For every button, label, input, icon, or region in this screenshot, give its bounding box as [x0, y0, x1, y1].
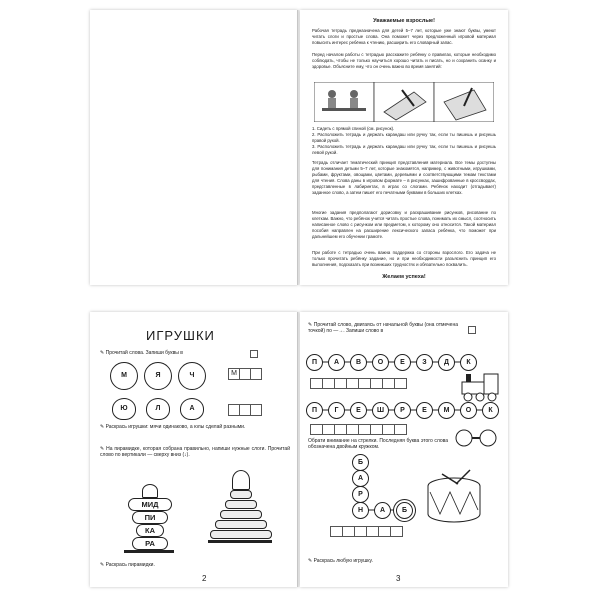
task-6-label: Раскрась любую игрушку. [313, 558, 373, 564]
pyramid-ring-blank[interactable] [210, 530, 272, 539]
letter-node-start[interactable] [306, 354, 323, 371]
answer-cell[interactable] [371, 424, 383, 435]
node-letter: А [333, 359, 340, 366]
pencil-icon: ✎ [308, 558, 314, 564]
syllable: МИД [141, 500, 159, 509]
ball-letter: Я [155, 372, 161, 379]
spinning-top[interactable] [146, 398, 170, 420]
letter-node[interactable] [394, 402, 411, 419]
intro-paragraph-5: При работе с тетрадью очень важна поддержка со стороны взрослого. Его задача не только прочитать ребёнку задание, но и при необходимости разъяснить принцип его выполнения, подсказать при возникших трудностях и обязательно похвалить. [312, 250, 496, 267]
top-letter: Ю [120, 405, 128, 412]
toys-page-left [90, 312, 298, 587]
letter-node[interactable] [372, 354, 389, 371]
ball[interactable] [110, 362, 138, 390]
answer-cell[interactable] [379, 526, 391, 537]
top-letter: А [189, 405, 195, 412]
answer-cell[interactable] [335, 378, 347, 389]
pyramid-ring[interactable] [128, 498, 172, 511]
node-letter: Е [422, 407, 427, 414]
syllable: ПИ [144, 513, 156, 522]
syllable: РА [145, 539, 155, 548]
pyramid-ring[interactable] [132, 537, 168, 550]
answer-cell[interactable] [371, 378, 383, 389]
answer-cell[interactable] [323, 378, 335, 389]
pyramid-ring-blank[interactable] [230, 490, 252, 499]
pyramid-top [142, 484, 158, 498]
pyramid-ring-blank[interactable] [220, 510, 262, 519]
intro-paragraph-3: Тетрадь отличает тематический принцип представления материала. Все темы доступны для понимания детьми 5–7 лет, которые знакомятся, например, с животными, игрушками, рыбами, фруктами, овощами, цветами, деревьями и соответствующими темам текстами для чтения. Слова даны в игровом формате – в рисунках, зашифрованные в кроссвордах, представленные в лабиринтах, в играх со слогами. Ребёнок находит (отгадывает) заданное слово, а затем пишет его печатными буквами в больших клетках. [312, 160, 496, 195]
answer-cell[interactable] [391, 526, 403, 537]
node-letter: З [422, 359, 427, 366]
letter-node[interactable] [416, 402, 433, 419]
ball-letter: М [121, 372, 127, 379]
answer-cell[interactable] [335, 424, 347, 435]
task-4-label: Прочитай слово, двигаясь от начальной буквы (она отмечена точкой) по —→. Запиши слово в [308, 322, 458, 334]
node-letter: Б [401, 507, 408, 514]
letter-node[interactable] [374, 502, 391, 519]
pyramid-base [124, 550, 174, 553]
node-letter: В [355, 359, 362, 366]
pencil-icon: ✎ [100, 562, 106, 568]
answer-cell[interactable] [310, 378, 323, 389]
answer-cell[interactable] [323, 424, 335, 435]
answer-cells-row-1 [228, 368, 262, 380]
task-1-label: Прочитай слова. Запиши буквы в [105, 350, 183, 356]
answer-cells-row-5 [330, 526, 403, 537]
letter-node[interactable] [438, 354, 455, 371]
task-1-text [100, 350, 250, 356]
posture-illustration [314, 82, 494, 122]
intro-paragraph-4: Многие задания предполагают дорисовку и раскрашивание рисунков, рисование по клеткам. Важно, что ребёнок учится читать простые слова, понимать их смысл, соотносить написанное слово с рисунком или предметом, к которому оно относится. Такой материал пособия направлен на расширение лексического запаса ребёнка, что поможет при дальнейшем его обучении грамоте. [312, 210, 496, 239]
node-letter: А [357, 475, 364, 482]
answer-cell[interactable] [310, 424, 323, 435]
node-letter: О [465, 407, 472, 414]
letter-node-start[interactable] [306, 402, 323, 419]
answer-cell-filled: М [228, 368, 240, 380]
task-5-text: Обрати внимание на стрелки. Последняя буква этого слова обозначена двойным кружком. [308, 438, 448, 450]
node-letter: Б [357, 459, 364, 466]
answer-cell[interactable] [383, 378, 395, 389]
letter-node[interactable] [438, 402, 455, 419]
letter-node[interactable] [352, 502, 369, 519]
spinning-top[interactable] [180, 398, 204, 420]
answer-cell[interactable] [330, 526, 343, 537]
answer-cell[interactable] [228, 404, 240, 416]
letter-node[interactable] [328, 354, 345, 371]
answer-cell[interactable] [240, 404, 251, 416]
letter-node-end[interactable] [396, 502, 413, 519]
page-number: 3 [396, 574, 401, 583]
ball[interactable] [178, 362, 206, 390]
task-3-label: Раскрась пирамидки. [105, 562, 155, 568]
posture-rules [312, 126, 496, 156]
letter-node[interactable] [394, 354, 411, 371]
toys-page-right [300, 312, 508, 587]
answer-cell[interactable] [367, 526, 379, 537]
book-spine-bottom [297, 312, 299, 587]
letter-node[interactable] [482, 402, 499, 419]
node-letter: О [377, 359, 384, 366]
pyramid-ring[interactable] [136, 524, 164, 537]
rule-2: 2. Расположить тетрадь и держать карандаш или ручку так, если ты пишешь и рисуешь правой рукой. [312, 132, 496, 143]
syllable: КА [145, 526, 155, 535]
node-letter: Г [334, 407, 339, 414]
page-title: ИГРУШКИ [146, 328, 215, 343]
rule-1: 1. Сидеть с прямой спиной (см. рисунок). [312, 126, 395, 131]
pyramid-ring-blank[interactable] [225, 500, 257, 509]
drum-illustration [422, 468, 486, 528]
node-letter: К [488, 407, 493, 414]
answer-cells-row-3 [310, 378, 407, 389]
rule-3: 3. Расположить тетрадь и держать карандаш или ручку так, если ты пишешь и рисуешь левой рукой. [312, 144, 496, 155]
task-2-label: На пирамидке, которая собрана правильно, напиши нужные слоги. Прочитай слово по вертикали — сверху вниз (↓). [100, 446, 290, 458]
intro-paragraph-2: Перед началом работы с тетрадью расскажите ребёнку о правилах, которые необходимо соблюдать, чтобы не только научиться хорошо читать и писать, но и сохранить осанку и здоровье. Объясните ему, что он очень важно во время занятий: [312, 52, 496, 69]
node-letter: Р [400, 407, 405, 414]
answer-cell[interactable] [355, 526, 367, 537]
answer-cell[interactable] [251, 368, 262, 380]
page-number: 2 [202, 574, 207, 583]
task-1b-label: Раскрась игрушки: мячи одинаково, а юлы сделай разными. [105, 424, 246, 430]
task-2-text [100, 446, 290, 458]
answer-cell[interactable] [240, 368, 251, 380]
letter-node[interactable] [352, 470, 369, 487]
task-1b-text [100, 424, 290, 430]
node-letter: Е [400, 359, 405, 366]
rattle-illustration [454, 424, 500, 454]
spinning-top[interactable] [112, 398, 136, 420]
intro-closing: Желаем успеха! [382, 274, 426, 280]
task-3-text [100, 562, 250, 568]
letter-node[interactable] [328, 402, 345, 419]
ball[interactable] [144, 362, 172, 390]
pencil-icon: ✎ [100, 424, 106, 430]
pencil-icon: ✎ [100, 446, 107, 452]
book-spine-top [297, 10, 299, 285]
letter-node[interactable] [352, 486, 369, 503]
answer-cell[interactable] [359, 424, 371, 435]
answer-cell[interactable] [347, 424, 359, 435]
letter-node[interactable] [350, 354, 367, 371]
answer-cells-row-2 [228, 404, 262, 416]
node-letter: М [443, 407, 450, 414]
blank-page-left [90, 10, 298, 285]
top-letter: Л [155, 405, 161, 412]
intro-page [300, 10, 508, 285]
node-letter: Д [444, 359, 449, 366]
node-letter: Е [356, 407, 361, 414]
answer-cell[interactable] [359, 378, 371, 389]
pyramid-base [208, 540, 272, 543]
pyramid-top [232, 470, 250, 490]
answer-cell-icon [250, 350, 258, 358]
intro-heading: Уважаемые взрослые! [373, 18, 435, 24]
node-letter: П [311, 407, 318, 414]
answer-cells-row-4 [310, 424, 407, 435]
node-letter: Ш [376, 407, 385, 414]
node-letter: А [379, 507, 386, 514]
letter-node[interactable] [460, 354, 477, 371]
pyramid-ring[interactable] [132, 511, 168, 524]
letter-node-start[interactable] [352, 454, 369, 471]
answer-cell[interactable] [347, 378, 359, 389]
node-letter: Н [357, 507, 364, 514]
letter-node[interactable] [460, 402, 477, 419]
pencil-icon: ✎ [100, 350, 106, 356]
ball-letter: Ч [189, 372, 195, 379]
answer-cell[interactable] [383, 424, 395, 435]
node-letter: Р [358, 491, 363, 498]
answer-cell[interactable] [395, 378, 407, 389]
letter-node[interactable] [350, 402, 367, 419]
locomotive-illustration [458, 370, 502, 402]
letter-node[interactable] [416, 354, 433, 371]
intro-paragraph-1: Рабочая тетрадь предназначена для детей 5–7 лет, которые уже знают буквы, умеют читать слоги и простые слова. Она поможет через предложенный игровой материал повысить интерес ребёнка к чтению, расширить его словарный запас. [312, 28, 496, 45]
node-letter: П [311, 359, 318, 366]
answer-cell[interactable] [395, 424, 407, 435]
letter-node[interactable] [372, 402, 389, 419]
pencil-icon: ✎ [308, 322, 314, 328]
node-letter: К [466, 359, 471, 366]
answer-cell[interactable] [343, 526, 355, 537]
answer-cell[interactable] [251, 404, 262, 416]
pyramid-ring-blank[interactable] [215, 520, 267, 529]
task-6-text [308, 558, 458, 564]
